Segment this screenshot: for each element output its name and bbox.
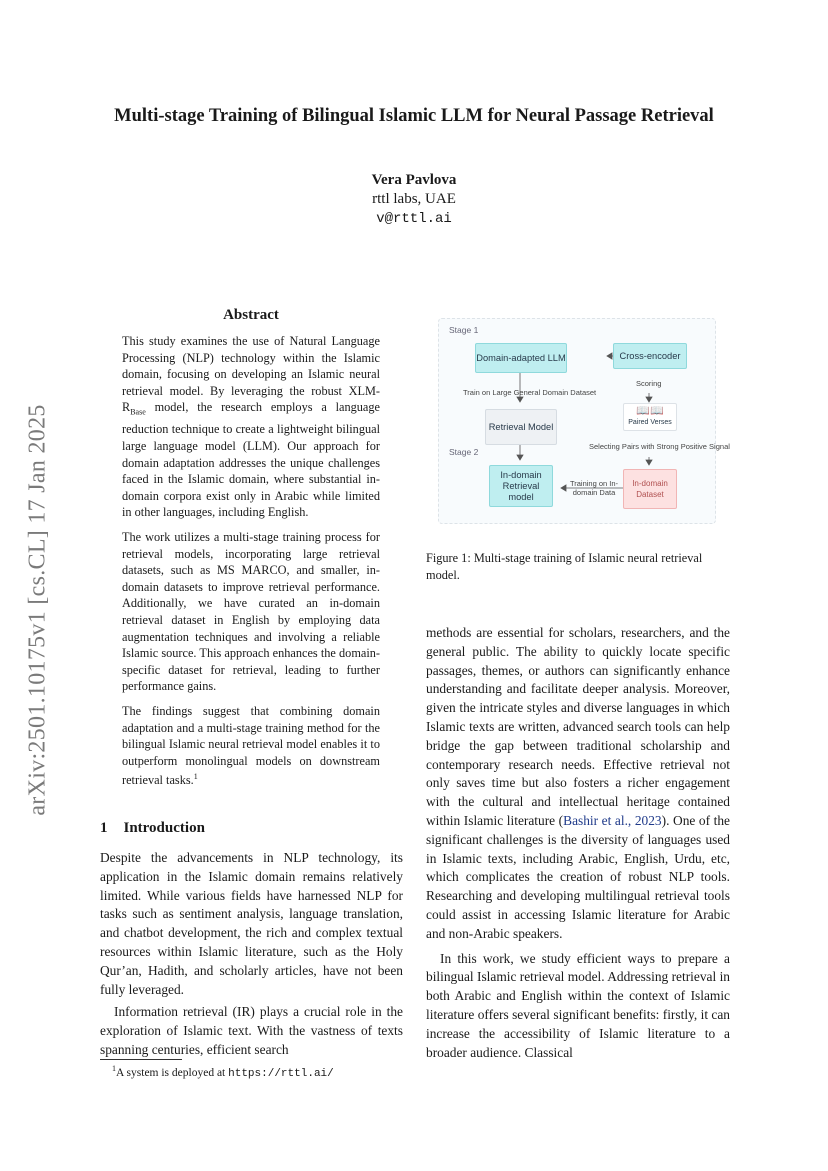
intro-right-paragraph-2: In this work, we study efficient ways to prepare a bilingual Islamic retrieval model. Addressing retrieval in both Arabic and English within the context of Islamic literature offers several significant benefits: firstly, it can increase the accessibility of Islamic literature to a broader audience. Classical — [426, 950, 730, 1060]
intro-right-p1-part-b: ). One of the significant challenges is the diversity of languages used in Islamic texts, including Arabic, English, Urdu, etc, which complicates the creation of robust NLP tools. Researching and developing multilingual retrieval tools could assist in accessing Islamic literature for Arabic and non-Arabic speakers. — [426, 812, 730, 941]
cross-encoder-box: Cross-encoder — [613, 343, 687, 369]
footnote-mark: 1 — [112, 1064, 116, 1073]
paired-verses-box — [623, 403, 677, 431]
abstract-p1-part-b: model, the research employs a language reduction technique to create a lightweight bilingual large language model (LLM). Our approach for domain adaptation addresses the unique challenges faced in the Islamic domain, where substantial in-domain corpora exist only in Arabic while limited in other languages, including English. — [122, 400, 380, 520]
paired-verses-label: Paired Verses — [628, 419, 672, 426]
arxiv-stamp-text: arXiv:2501.10175v1 [cs.CL] 17 Jan 2025 — [24, 404, 51, 816]
training-indomain-label: Training on In-domain Data — [569, 479, 619, 497]
abstract-heading: Abstract — [223, 307, 279, 323]
abstract-p3-text: The findings suggest that combining domain adaptation and a multi-stage training method for the bilingual Islamic neural retrieval model enables it to outperform monolingual models on downstream retrieval tasks. — [122, 703, 380, 788]
author-affiliation: rttl labs, UAE — [372, 191, 456, 207]
stage-1-label: Stage 1 — [449, 325, 479, 335]
intro-right-paragraph-1 — [426, 624, 730, 944]
stage-2-label: Stage 2 — [449, 447, 479, 457]
footnote-link[interactable]: https://rttl.ai/ — [228, 1067, 334, 1080]
intro-right-p1-part-a: methods are essential for scholars, researchers, and the general public. The ability to quickly locate specific passages, themes, or authors can significantly enhance understanding and facilitate deeper analysis. Moreover, given the intricate styles and diverse languages in which Islamic texts are written, advanced search tools can help bridge the gap between traditional scholarship and contemporary research needs. Effective retrieval not only saves time but also fosters a richer engagement with the cultural and intellectual heritage contained within Islamic literature ( — [426, 625, 730, 828]
footnote-text: A system is deployed at — [116, 1066, 229, 1079]
footnote — [112, 1064, 334, 1080]
section-title: Introduction — [123, 820, 205, 836]
figure-1-caption: Figure 1: Multi-stage training of Islamic neural retrieval model. — [426, 551, 703, 582]
footnote-marker: 1 — [193, 772, 198, 782]
intro-paragraph-1: Despite the advancements in NLP technology, its application in the Islamic domain remains relatively limited. While various fields have harnessed NLP for tasks such as sentiment analysis, language translation, and chatbot development, the rich and complex textual resources within Islamic literature, such as the Holy Qur’an, Hadith, and scholarly articles, have not been fully leveraged. — [100, 850, 403, 997]
author-name: Vera Pavlova — [371, 172, 457, 188]
paper-title: Multi-stage Training of Bilingual Islamic LLM for Neural Passage Retrieval — [114, 106, 714, 126]
section-number: 1 — [100, 820, 108, 836]
citation-link[interactable]: Bashir et al., 2023 — [563, 812, 662, 828]
intro-right-column — [426, 624, 730, 1062]
selecting-pairs-label: Selecting Pairs with Strong Positive Signal — [589, 442, 730, 451]
abstract-p1-subscript: Base — [130, 407, 146, 417]
abstract-paragraph-3 — [122, 703, 380, 789]
scoring-label: Scoring — [636, 379, 662, 388]
book-icon: 📖📖 — [636, 405, 664, 417]
indomain-dataset-box: In-domain Dataset — [623, 469, 677, 509]
figure-1-diagram — [438, 318, 730, 524]
retrieval-model-box: Retrieval Model — [485, 409, 557, 445]
abstract-paragraph-1 — [122, 333, 380, 521]
abstract-p1-part-a: This study examines the use of Natural Language Processing (NLP) technology within the Islamic domain, focusing on developing an Islamic neural retrieval model. By leveraging the robust XLM-R — [122, 334, 380, 415]
intro-paragraph-2: Information retrieval (IR) plays a crucial role in the exploration of Islamic text. With the vastness of texts spanning centuries, efficient search — [100, 1004, 403, 1057]
author-email[interactable]: v@rttl.ai — [376, 211, 452, 227]
indomain-retrieval-model-box: In-domain Retrieval model — [489, 465, 553, 507]
footnote-rule — [100, 1059, 182, 1060]
section-heading — [100, 820, 205, 837]
train-general-label: Train on Large General Domain Dataset — [463, 388, 597, 397]
abstract-body — [122, 333, 380, 797]
domain-adapted-llm-box: Domain-adapted LLM — [475, 343, 567, 373]
intro-left-column — [100, 849, 403, 1060]
arxiv-stamp — [20, 370, 56, 850]
abstract-paragraph-2: The work utilizes a multi-stage training process for retrieval models, incorporating large retrieval datasets, such as MS MARCO, and smaller, in-domain datasets to improve retrieval performance. Additionally, we have curated an in-domain retrieval dataset in English by employing data augmentation techniques and involving a reliable Islamic source. This approach enhances the domain-specific dataset for retrieval, leading to further performance gains. — [122, 529, 380, 694]
